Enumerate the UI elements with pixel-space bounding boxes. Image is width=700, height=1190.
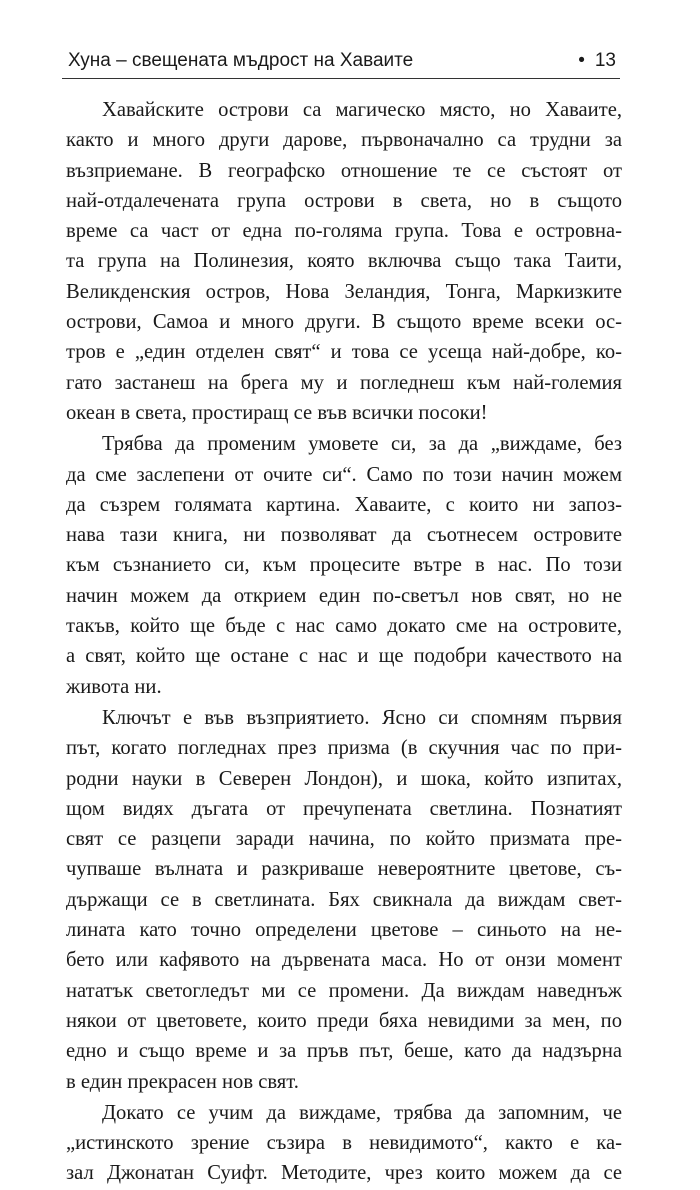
text-line: такъв, който ще бъде с нас само докато сме на островите, — [66, 615, 622, 638]
text-line: свят се разцепи заради начина, по който призмата пре- — [66, 828, 622, 851]
text-line: път, когато погледнах през призма (в скучния час по при- — [66, 737, 622, 760]
text-line: гато застанеш на брега му и погледнеш към най-големия — [66, 371, 622, 394]
text-line: в един прекрасен нов свят. — [66, 1070, 299, 1093]
text-line: време са част от една по-голяма група. Това е островна- — [66, 220, 622, 243]
text-line: та група на Полинезия, която включва също така Таити, — [66, 250, 622, 273]
text-line: лината като точно определени цветове – синьото на не- — [66, 919, 622, 942]
text-line: Трябва да променим умовете си, за да „виждаме, без — [102, 433, 622, 456]
text-line: а свят, който ще остане с нас и ще подобри качеството на — [66, 645, 622, 668]
text-line: нава тази книга, ни позволяват да съотнесем островите — [66, 524, 622, 547]
text-line: възприемане. В географско отношение те се състоят от — [66, 159, 622, 182]
text-line: океан в света, простиращ се във всички посоки! — [66, 401, 488, 424]
header-rule — [62, 78, 620, 79]
text-line: родни науки в Северен Лондон), и шока, който изпитах, — [66, 767, 622, 790]
text-line: Великденския остров, Нова Зеландия, Тонга, Маркизките — [66, 280, 622, 303]
bullet-icon: • — [578, 50, 585, 71]
paragraph — [66, 1098, 622, 1189]
text-line: живота ни. — [66, 675, 162, 698]
text-line: както и много други дарове, първоначално са трудни за — [66, 129, 622, 152]
text-line: Хавайските острови са магическо място, но Хаваите, — [102, 99, 622, 121]
text-line: Докато се учим да виждаме, трябва да запомним, че — [102, 1101, 622, 1124]
text-line: държащи се в светлината. Бях свикнала да виждам свет- — [66, 888, 622, 911]
text-line: щом видях дъгата от пречупената светлина. Познатият — [66, 797, 622, 820]
text-line: бето или кафявото на дървената маса. Но от онзи момент — [66, 949, 622, 972]
text-line: нататък светогледът ми се промени. Да виждам наведнъж — [66, 979, 622, 1002]
text-line: „истинското зрение съзира в невидимото“, както е ка- — [66, 1132, 622, 1155]
paragraph — [66, 703, 622, 1097]
text-line: начин можем да открием един по-светъл нов свят, но не — [66, 584, 622, 607]
text-line: Ключът е във възприятието. Ясно си спомням първия — [102, 706, 622, 729]
text-line: тров е „един отделен свят“ и това се усеща най-добре, ко- — [66, 341, 622, 364]
text-line: чупваше вълната и разкриваше невероятните цветове, съ- — [66, 858, 622, 881]
text-line: към съзнанието си, към процесите вътре в нас. По този — [66, 554, 622, 577]
text-line: някои от цветовете, които преди бяха невидими за мен, по — [66, 1009, 622, 1032]
text-line: най-отдалечената група острови в света, но в същото — [66, 189, 622, 212]
text-line: зал Джонатан Суифт. Методите, чрез които можем да се — [66, 1162, 622, 1185]
paragraph — [66, 95, 622, 428]
header-title: Хуна – свещената мъдрост на Хаваите — [68, 50, 414, 71]
text-line: едно и също време и за пръв път, беше, като да надзърна — [66, 1040, 622, 1063]
paragraph — [66, 429, 622, 702]
page-number: 13 — [594, 50, 616, 71]
text-line: да съзрем голямата картина. Хаваите, с които ни запоз- — [66, 493, 622, 516]
text-line: да сме заслепени от очите си“. Само по този начин можем — [66, 463, 622, 486]
body-text — [66, 95, 622, 1190]
text-line: острови, Самоа и много други. В същото време всеки ос- — [66, 311, 622, 334]
header-page-number-group — [578, 50, 616, 72]
running-header — [68, 46, 616, 72]
